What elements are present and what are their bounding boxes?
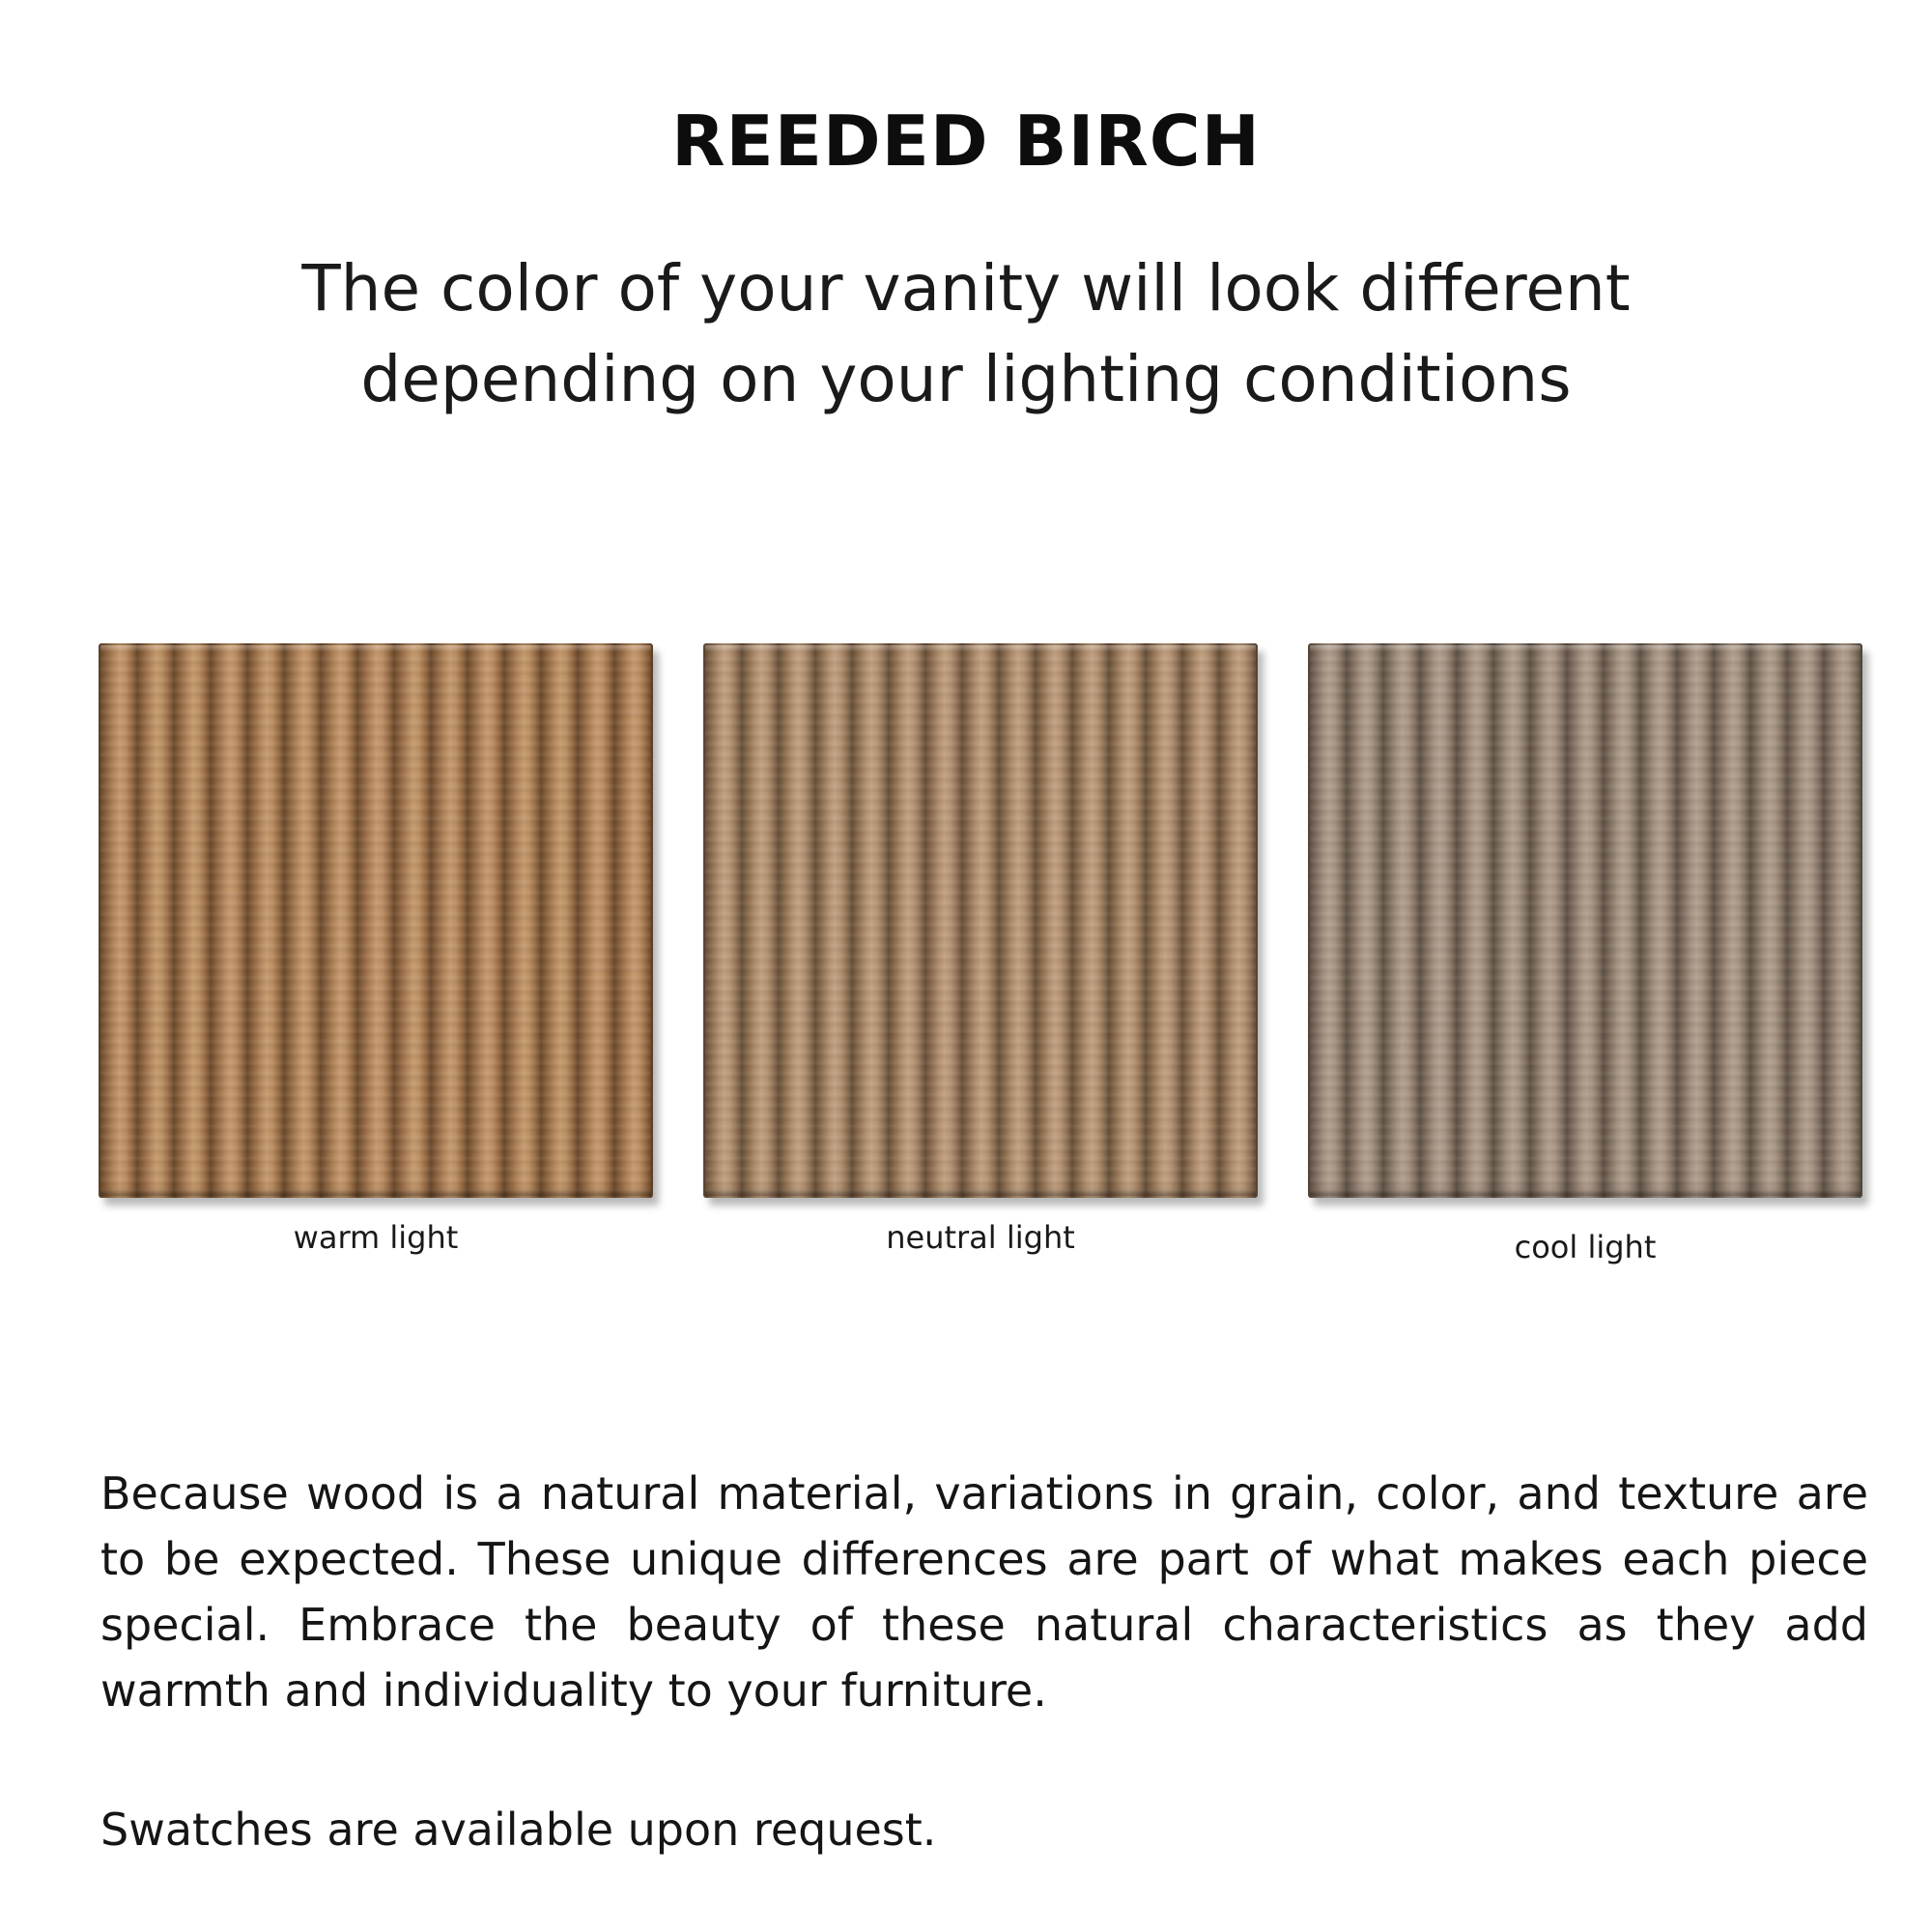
swatch-caption-warm: warm light: [293, 1219, 459, 1256]
swatch-warm-light: [99, 643, 653, 1198]
swatch-cool-light: [1308, 643, 1862, 1198]
swatch-neutral-light: [703, 643, 1258, 1198]
swatch-caption-cool: cool light: [1514, 1229, 1657, 1265]
wood-grain-texture: [100, 645, 651, 1196]
page-subtitle: [290, 243, 1642, 425]
description-paragraph: Because wood is a natural material, variations in grain, color, and texture are to be expected. These unique differences are part of what makes each piece special. Embrace the beauty of these natural characteristics as they add warmth and individuality to your furniture.: [100, 1467, 1868, 1717]
subtitle-line-1: The color of your vanity will look different: [301, 251, 1631, 326]
wood-grain-texture: [705, 645, 1256, 1196]
subtitle-line-2: depending on your lighting conditions: [360, 342, 1572, 416]
swatch-availability-note: Swatches are available upon request.: [100, 1804, 937, 1856]
wood-grain-texture: [1310, 645, 1861, 1196]
swatch-caption-neutral: neutral light: [886, 1219, 1075, 1256]
page-title: REEDED BIRCH: [671, 100, 1261, 182]
